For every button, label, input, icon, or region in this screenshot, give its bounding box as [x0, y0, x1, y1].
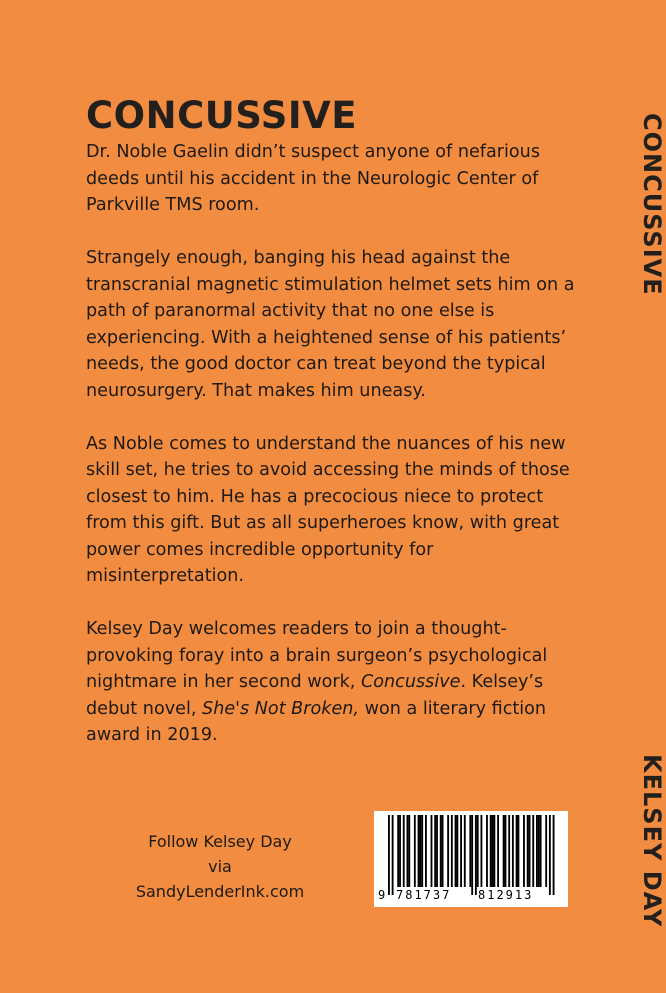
blurb-italic-debut: She's Not Broken,	[202, 698, 360, 719]
barcode-bar	[469, 815, 471, 887]
barcode-bar	[516, 815, 518, 887]
barcode-bar	[505, 815, 507, 887]
barcode-bar	[471, 815, 473, 895]
barcode-bar	[421, 815, 423, 887]
blurb-text-part3: won a literary fiction award in 2019.	[86, 698, 547, 745]
barcode-bar	[464, 815, 466, 887]
isbn-barcode	[374, 811, 568, 907]
barcode-bar	[431, 815, 433, 887]
barcode-digits-right: 812913	[478, 888, 534, 902]
barcode-bar	[532, 815, 534, 887]
barcode-bar	[490, 815, 492, 887]
barcode-bar	[397, 815, 399, 887]
barcode-lead-digit: 9	[378, 888, 386, 902]
barcode-bar	[540, 815, 542, 887]
barcode-bar	[442, 815, 444, 887]
book-blurb	[86, 139, 581, 775]
blurb-italic-title: Concussive	[360, 672, 461, 692]
barcode-digits-left: 781737	[396, 888, 452, 902]
barcode-bar	[418, 815, 420, 887]
barcode-bar	[497, 815, 499, 887]
follow-author-block	[124, 829, 316, 904]
barcode-bar	[425, 815, 427, 887]
barcode-bar	[512, 815, 514, 887]
barcode-bar	[456, 815, 458, 887]
barcode-bar	[527, 815, 529, 887]
barcode-bar	[503, 815, 505, 887]
barcode-bar	[475, 815, 477, 895]
blurb-paragraph-2: Strangely enough, banging his head against the transcranial magnetic stimulation helmet sets him on a path of paranormal activity that no one else is experiencing. With a heightened sense of his patients’ needs, the good doctor can treat beyond the typical neurosurgery. That makes him uneasy.	[86, 248, 575, 401]
barcode-graphic	[374, 811, 568, 907]
barcode-bar	[536, 815, 538, 887]
barcode-bar	[549, 815, 551, 895]
barcode-bar	[492, 815, 494, 887]
barcode-bar	[493, 815, 495, 887]
barcode-bar	[451, 815, 453, 887]
barcode-bar	[408, 815, 410, 887]
barcode-bar	[545, 815, 547, 887]
book-title: CONCUSSIVE	[86, 94, 358, 137]
barcode-bar	[414, 815, 416, 887]
barcode-bar	[419, 815, 421, 887]
follow-line: Follow Kelsey Day	[148, 832, 292, 851]
barcode-bar	[455, 815, 457, 887]
barcode-bar	[399, 815, 401, 887]
barcode-bar	[440, 815, 442, 887]
barcode-bar	[460, 815, 462, 887]
blurb-paragraph-1: Dr. Noble Gaelin didn’t suspect anyone of nefarious deeds until his accident in the Neurologic Center of Parkville TMS room.	[86, 142, 540, 215]
barcode-bar	[538, 815, 540, 887]
spine-title: CONCUSSIVE	[638, 113, 666, 296]
blurb-paragraph-3: As Noble comes to understand the nuances of his new skill set, he tries to avoid accessing the minds of those closest to him. He has a precocious niece to protect from this gift. But as all superheroes know, with great power comes incredible opportunity for misinterpretation.	[86, 433, 570, 586]
barcode-bar	[477, 815, 479, 887]
barcode-bar	[403, 815, 405, 887]
barcode-bar	[486, 815, 488, 887]
barcode-bar	[553, 815, 555, 895]
barcode-bar	[434, 815, 436, 887]
barcode-bar	[407, 815, 409, 887]
barcode-bar	[436, 815, 438, 887]
blurb-text-part1: Kelsey Day welcomes readers to join a thought-provoking foray into a brain surgeon’s psychological nightmare in her second work,	[86, 619, 548, 692]
spine-author: KELSEY DAY	[638, 754, 666, 928]
barcode-bar	[523, 815, 525, 887]
author-website: SandyLenderInk.com	[135, 882, 305, 901]
barcode-bar	[508, 815, 510, 887]
blurb-text-part2: . Kelsey’s debut novel,	[86, 672, 544, 719]
barcode-bar	[392, 815, 394, 895]
barcode-bar	[388, 815, 390, 895]
barcode-bar	[518, 815, 520, 887]
blurb-paragraph-4	[86, 616, 581, 749]
barcode-bar	[529, 815, 531, 887]
barcode-bar	[447, 815, 449, 887]
follow-via: via	[208, 857, 232, 876]
barcode-bar	[481, 815, 483, 887]
